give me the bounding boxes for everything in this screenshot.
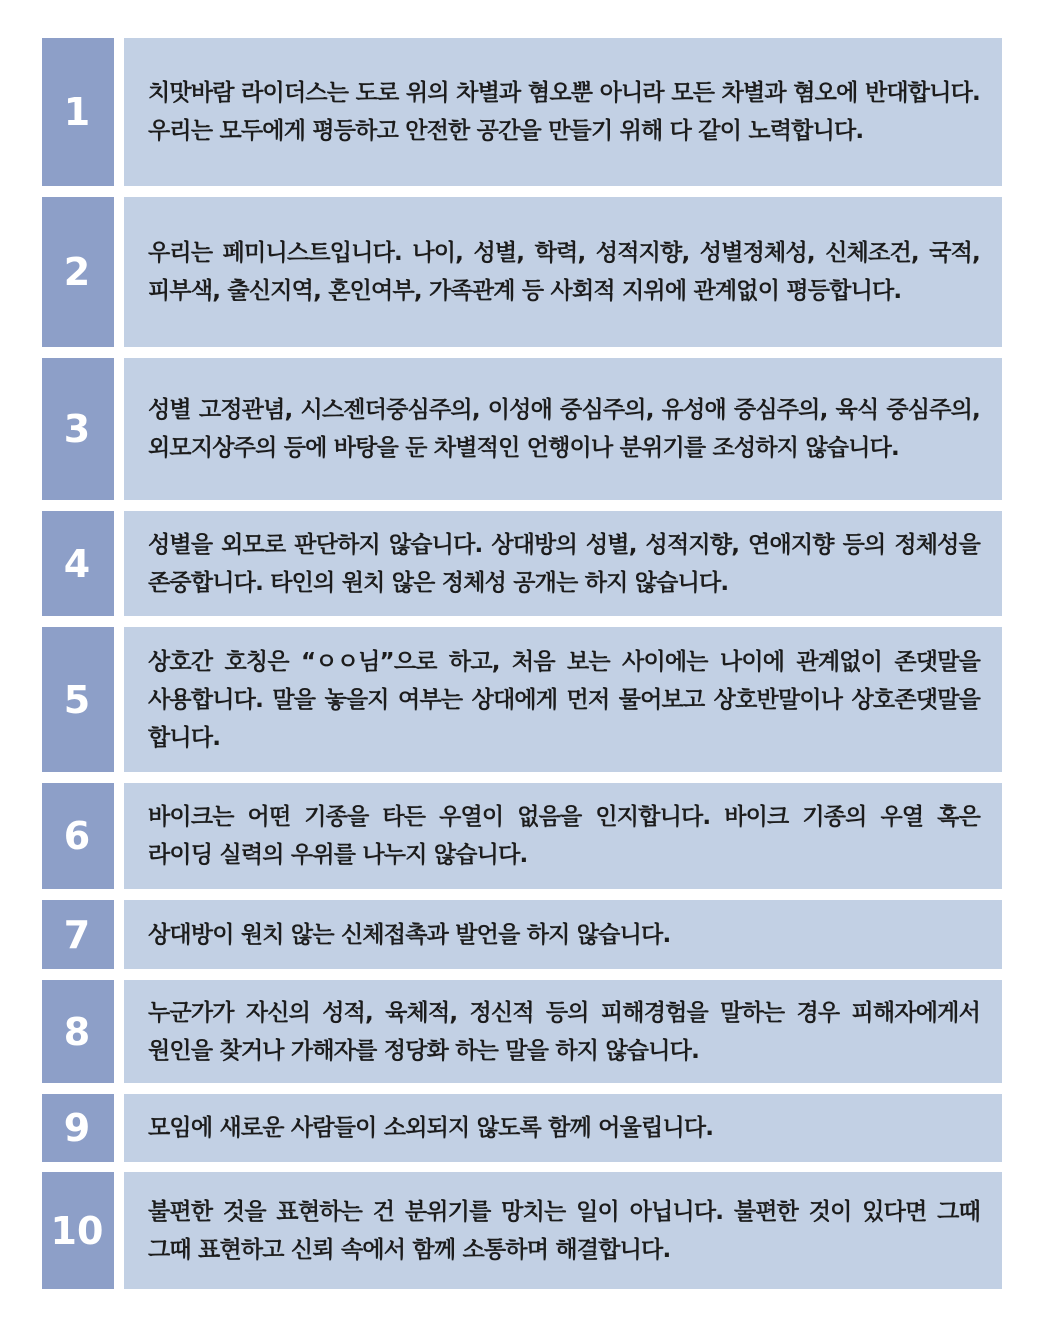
rule-text-box: [124, 783, 1002, 889]
rule-row-6: [42, 783, 1002, 889]
rule-number: 5: [42, 627, 114, 772]
rule-text: 모임에 새로운 사람들이 소외되지 않도록 함께 어울립니다.: [148, 1115, 714, 1141]
rule-text: 상호간 호칭은 “ㅇㅇ님”으로 하고, 처음 보는 사이에는 나이에 관계없이 존댓말을 사용합니다. 말을 놓을지 여부는 상대에게 먼저 물어보고 상호반말이나 상호존댓말을 합니다.: [148, 648, 980, 751]
rule-row-7: [42, 900, 1002, 969]
rule-number: 4: [42, 511, 114, 616]
rule-text-box: [124, 627, 1002, 772]
rule-number: 3: [42, 358, 114, 500]
rule-text: 치맛바람 라이더스는 도로 위의 차별과 혐오뿐 아니라 모든 차별과 혐오에 반대합니다. 우리는 모두에게 평등하고 안전한 공간을 만들기 위해 다 같이 노력합니다.: [148, 80, 980, 144]
rule-row-1: [42, 38, 1002, 186]
rule-number: 10: [42, 1172, 114, 1289]
rule-row-2: [42, 197, 1002, 347]
rule-number: 8: [42, 980, 114, 1083]
rule-text: 우리는 페미니스트입니다. 나이, 성별, 학력, 성적지향, 성별정체성, 신체조건, 국적, 피부색, 출신지역, 혼인여부, 가족관계 등 사회적 지위에 관계없이 평등합니다.: [148, 240, 980, 304]
rule-text-box: [124, 1172, 1002, 1289]
rule-row-9: [42, 1094, 1002, 1162]
rule-text: 성별 고정관념, 시스젠더중심주의, 이성애 중심주의, 유성애 중심주의, 육식 중심주의, 외모지상주의 등에 바탕을 둔 차별적인 언행이나 분위기를 조성하지 않습니다.: [148, 397, 980, 461]
rule-text: 성별을 외모로 판단하지 않습니다. 상대방의 성별, 성적지향, 연애지향 등의 정체성을 존중합니다. 타인의 원치 않은 정체성 공개는 하지 않습니다.: [148, 531, 980, 596]
rule-text-box: [124, 1094, 1002, 1162]
rule-text-box: [124, 38, 1002, 186]
rule-row-10: [42, 1172, 1002, 1289]
rule-row-8: [42, 980, 1002, 1083]
rule-number: 1: [42, 38, 114, 186]
rule-text: 상대방이 원치 않는 신체접촉과 발언을 하지 않습니다.: [148, 921, 671, 948]
rule-number: 9: [42, 1094, 114, 1162]
rule-text-box: [124, 980, 1002, 1083]
rule-number: 2: [42, 197, 114, 347]
rule-text-box: [124, 358, 1002, 500]
rule-row-3: [42, 358, 1002, 500]
rule-text: 불편한 것을 표현하는 건 분위기를 망치는 일이 아닙니다. 불편한 것이 있다면 그때 그때 표현하고 신뢰 속에서 함께 소통하며 해결합니다.: [148, 1198, 980, 1263]
rule-text-box: [124, 511, 1002, 616]
rule-number: 7: [42, 900, 114, 969]
rule-text: 바이크는 어떤 기종을 타든 우열이 없음을 인지합니다. 바이크 기종의 우열 혹은 라이딩 실력의 우위를 나누지 않습니다.: [148, 804, 980, 868]
rule-text-box: [124, 900, 1002, 969]
rule-text-box: [124, 197, 1002, 347]
rule-text: 누군가가 자신의 성적, 육체적, 정신적 등의 피해경험을 말하는 경우 피해자에게서 원인을 찾거나 가해자를 정당화 하는 말을 하지 않습니다.: [148, 999, 980, 1064]
rule-row-5: [42, 627, 1002, 772]
rule-row-4: [42, 511, 1002, 616]
rule-number: 6: [42, 783, 114, 889]
